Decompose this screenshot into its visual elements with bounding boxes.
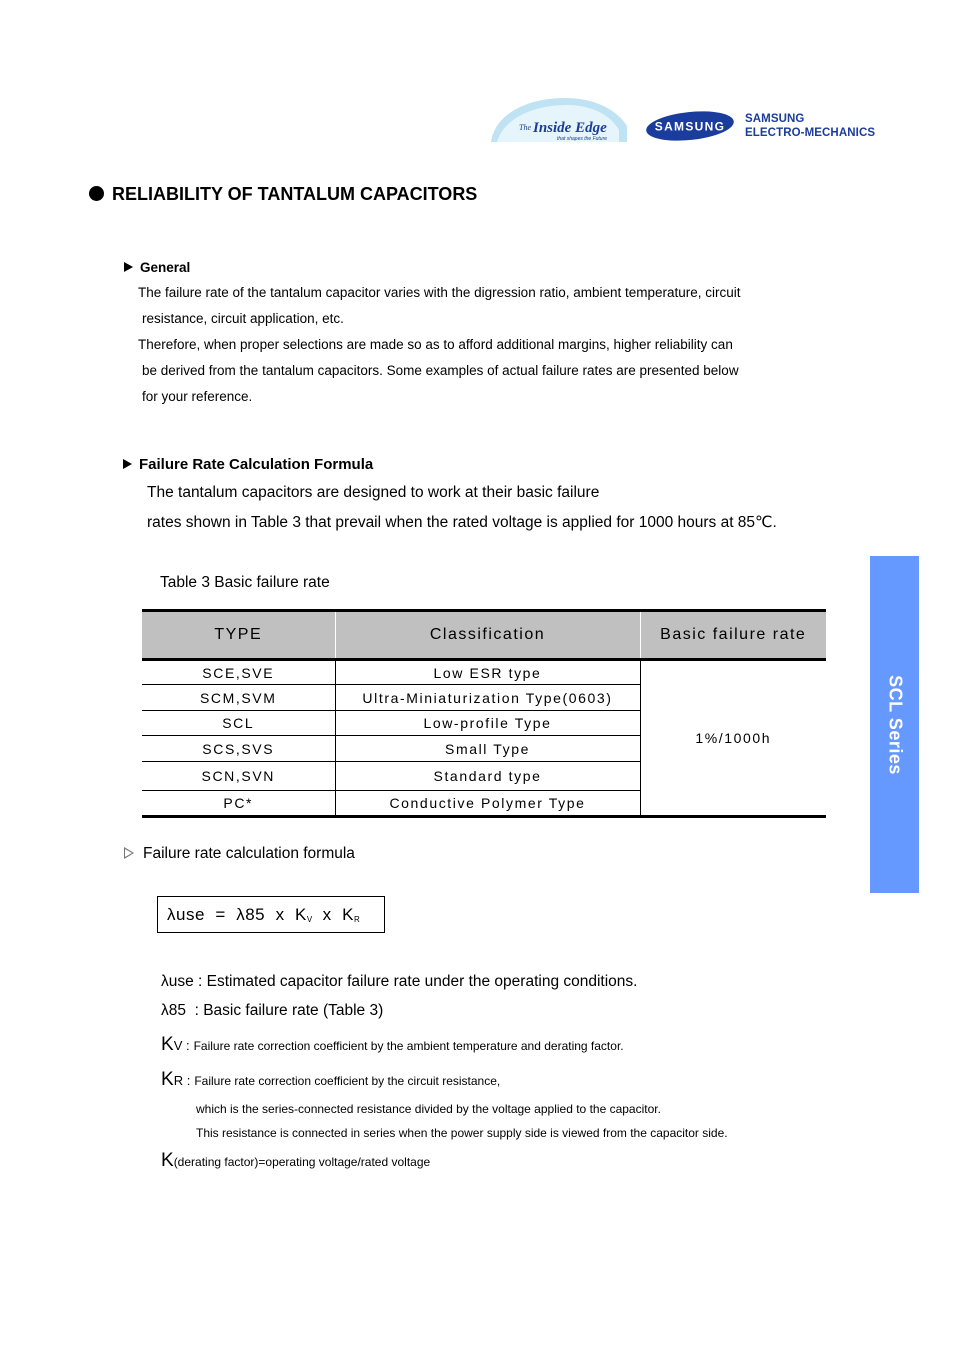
failure-rate-table	[142, 609, 826, 818]
general-line-5: for your reference.	[142, 389, 253, 404]
frcf-heading-text: Failure Rate Calculation Formula	[139, 456, 374, 473]
formula-subheading	[124, 845, 355, 863]
kv-text: Failure rate correction coefficient by the ambient temperature and derating factor.	[193, 1039, 624, 1053]
header-type: TYPE	[142, 611, 335, 660]
kr-symbol: K	[161, 1069, 174, 1090]
general-line-2: resistance, circuit application, etc.	[142, 311, 344, 326]
definition-kr-line-2: which is the series-connected resistance divided by the voltage applied to the capacitor.	[196, 1102, 661, 1116]
type-cell: SCS,SVS	[142, 736, 335, 762]
frcf-heading	[123, 456, 373, 473]
kv-subscript: V :	[173, 1038, 190, 1053]
header-classification: Classification	[335, 611, 640, 660]
company-line-2: ELECTRO-MECHANICS	[745, 127, 876, 139]
definition-kr	[161, 1069, 500, 1091]
basic-failure-rate-cell: 1%/1000h	[640, 660, 826, 817]
formula-sub-v: V	[306, 915, 313, 924]
formula-part-a: λuse = λ85 x K	[167, 905, 307, 924]
classification-cell: Conductive Polymer Type	[335, 791, 640, 817]
kr-text: Failure rate correction coefficient by the circuit resistance,	[194, 1074, 501, 1088]
kv-symbol: K	[161, 1034, 174, 1055]
kr-subscript: R :	[173, 1073, 191, 1088]
type-cell: SCE,SVE	[142, 660, 335, 685]
table-row	[142, 660, 826, 685]
frcf-line-2: rates shown in Table 3 that prevail when the rated voltage is applied for 1000 hours at 85℃.	[147, 514, 777, 531]
type-cell: SCM,SVM	[142, 685, 335, 711]
definition-kd	[161, 1150, 430, 1172]
general-line-4: be derived from the tantalum capacitors. Some examples of actual failure rates are presented below	[142, 363, 739, 378]
definition-kr-line-3: This resistance is connected in series when the power supply side is viewed from the capacitor side.	[196, 1126, 728, 1140]
company-line-1: SAMSUNG	[745, 113, 805, 125]
kd-symbol: K	[161, 1150, 174, 1171]
company-name	[745, 112, 875, 140]
samsung-logo-text: SAMSUNG	[654, 119, 726, 134]
general-heading-text: General	[140, 260, 191, 275]
formula-subheading-text: Failure rate calculation formula	[143, 845, 355, 862]
classification-cell: Ultra-Miniaturization Type(0603)	[335, 685, 640, 711]
inside-edge-the: The	[519, 123, 531, 132]
classification-cell: Small Type	[335, 736, 640, 762]
table-header-row	[142, 611, 826, 660]
definition-l85: λ85 : Basic failure rate (Table 3)	[161, 1002, 384, 1019]
formula-part-b: x K	[312, 905, 354, 924]
samsung-logo	[645, 110, 735, 142]
type-cell: SCN,SVN	[142, 762, 335, 791]
open-triangle-bullet-icon	[124, 847, 134, 859]
general-line-3: Therefore, when proper selections are made so as to afford additional margins, higher reliability can	[138, 337, 733, 352]
series-sidebar-tab	[870, 556, 919, 893]
kd-text: (derating factor)=operating voltage/rated voltage	[173, 1155, 431, 1169]
table-caption: Table 3 Basic failure rate	[160, 574, 330, 591]
definition-kv	[161, 1034, 624, 1056]
general-heading	[124, 260, 190, 275]
formula	[167, 905, 360, 925]
general-line-1: The failure rate of the tantalum capacitor varies with the digression ratio, ambient temperature, circuit	[138, 285, 741, 300]
definition-luse: λuse : Estimated capacitor failure rate under the operating conditions.	[161, 973, 638, 990]
bullet-icon	[89, 186, 104, 201]
classification-cell: Standard type	[335, 762, 640, 791]
type-cell: SCL	[142, 711, 335, 736]
inside-edge-tagline: that shapes the Future	[557, 136, 608, 142]
frcf-line-1: The tantalum capacitors are designed to work at their basic failure	[147, 484, 600, 501]
triangle-bullet-icon	[123, 459, 132, 469]
inside-edge-logo	[487, 96, 629, 144]
classification-cell: Low-profile Type	[335, 711, 640, 736]
classification-cell: Low ESR type	[335, 660, 640, 685]
page-title-text: RELIABILITY OF TANTALUM CAPACITORS	[112, 184, 478, 204]
series-sidebar-label: SCL Series	[885, 674, 905, 775]
header-basic-failure-rate: Basic failure rate	[640, 611, 826, 660]
formula-sub-r: R	[353, 915, 360, 924]
triangle-bullet-icon	[124, 262, 133, 272]
type-cell: PC*	[142, 791, 335, 817]
page-title	[89, 184, 477, 205]
inside-edge-name: Inside Edge	[533, 120, 607, 136]
